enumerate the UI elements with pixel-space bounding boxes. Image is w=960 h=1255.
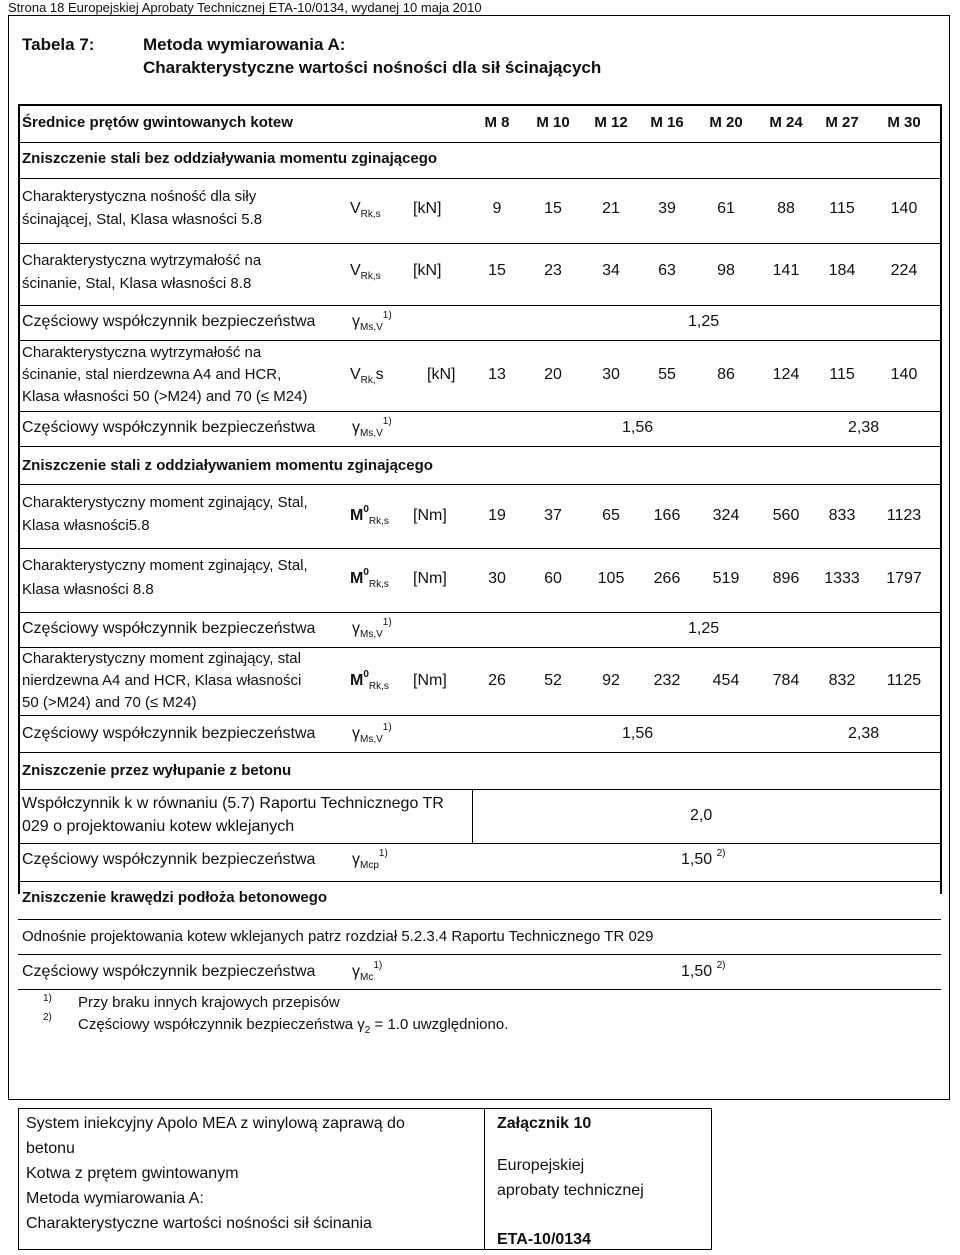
footer-annex: Załącznik 10 — [497, 1115, 592, 1132]
value-cell: 15 — [488, 262, 506, 279]
sec2-f1-label: Częściowy współczynnik bezpieczeństwa — [22, 620, 316, 637]
sec1-f2-symbol: $\gamma_{Ms,V}^{1)}$ — [352, 416, 392, 439]
value-cell: 13 — [488, 366, 506, 383]
value-cell: 232 — [653, 672, 681, 689]
size-col-7: M 30 — [887, 114, 921, 131]
value-cell: 37 — [544, 507, 562, 524]
sec1-f1-label: Częściowy współczynnik bezpieczeństwa — [22, 313, 316, 330]
table-label: Tabela 7: — [22, 35, 95, 54]
sec1-title: Zniszczenie stali bez oddziaływania momentu zginającego — [22, 150, 438, 167]
value-cell: 86 — [717, 366, 735, 383]
footer-right-line-2: Europejskiej — [497, 1157, 585, 1174]
sec2-f2-label: Częściowy współczynnik bezpieczeństwa — [22, 725, 316, 742]
sec1-r2-symbol: $V_{Rk,s}$ — [350, 262, 381, 282]
value-cell: 184 — [828, 262, 856, 279]
sec2-r3-label-3: 50 (>M24) and 70 (≤ M24) — [22, 694, 197, 711]
footer-eta-number: ETA-10/0134 — [497, 1231, 591, 1248]
value-cell: 140 — [890, 366, 918, 383]
value-cell: 141 — [772, 262, 800, 279]
value-cell: 98 — [717, 262, 735, 279]
value-cell: 324 — [712, 507, 740, 524]
value-cell: 92 — [602, 672, 620, 689]
note-1-marker: 1) — [43, 993, 52, 1004]
value-cell: 34 — [602, 262, 620, 279]
footer-right-line-3: aprobaty technicznej — [497, 1182, 644, 1199]
value-cell: 266 — [653, 570, 681, 587]
sec3-f-label: Częściowy współczynnik bezpieczeństwa — [22, 851, 316, 868]
sec2-f2-symbol: $\gamma_{Ms,V}^{1)}$ — [352, 722, 392, 745]
sec1-r1-label-2: ścinającej, Stal, Klasa własności 5.8 — [22, 211, 263, 228]
value-cell: 784 — [772, 672, 800, 689]
sec2-r2-symbol: $M^0_{Rk,s}$ — [350, 567, 389, 590]
value-cell: 15 — [544, 200, 562, 217]
value-cell: 52 — [544, 672, 562, 689]
size-col-5: M 24 — [769, 114, 803, 131]
value-cell: 124 — [772, 366, 800, 383]
table-title-1: Metoda wymiarowania A: — [143, 35, 346, 54]
size-col-4: M 20 — [709, 114, 743, 131]
sec3-title: Zniszczenie przez wyłupanie z betonu — [22, 762, 292, 779]
sec2-r1-label-1: Charakterystyczny moment zginający, Stal, — [22, 494, 308, 511]
value-cell: 519 — [712, 570, 740, 587]
sec2-r2-label-2: Klasa własności 8.8 — [22, 581, 154, 598]
sec2-r1-symbol: $M^0_{Rk,s}$ — [350, 504, 389, 527]
sec1-r3-label-2: ścinanie, stal nierdzewna A4 and HCR, — [22, 366, 282, 383]
value-cell: 1123 — [886, 507, 922, 524]
value-cell: 20 — [544, 366, 562, 383]
sec1-r2-label-2: ścinanie, Stal, Klasa własności 8.8 — [22, 275, 252, 292]
sec2-r3-label-1: Charakterystyczny moment zginający, stal — [22, 650, 301, 667]
footer-line-5: Charakterystyczne wartości nośności sił ścinania — [26, 1215, 372, 1232]
sec2-r1-label-2: Klasa własności5.8 — [22, 517, 150, 534]
sec2-f1-value: 1,25 — [688, 620, 720, 637]
table-title-2: Charakterystyczne wartości nośności dla sił ścinających — [143, 58, 602, 77]
sec2-r1-unit: [Nm] — [413, 507, 447, 524]
size-col-2: M 12 — [594, 114, 628, 131]
note-2-text: Częściowy współczynnik bezpieczeństwa $\gamma_2 = 1.0$ uwzględniono. — [78, 1016, 509, 1036]
sec1-f2-value-1: 1,56 — [622, 419, 654, 436]
value-cell: 19 — [488, 507, 506, 524]
sec1-f1-symbol: $\gamma_{Ms,V}^{1)}$ — [352, 310, 392, 333]
sec1-r1-symbol: $V_{Rk,s}$ — [350, 200, 381, 220]
sec1-r3-symbol: $V_{Rk,}s$ — [350, 366, 384, 386]
value-cell: 55 — [658, 366, 676, 383]
sec1-f2-value-2: 2,38 — [848, 419, 880, 436]
page-header: Strona 18 Europejskiej Aprobaty Technicznej ETA-10/0134, wydanej 10 maja 2010 — [8, 0, 482, 15]
value-cell: 115 — [829, 366, 855, 383]
footer-line-3: Kotwa z prętem gwintowanym — [26, 1165, 239, 1182]
diam-label: Średnice prętów gwintowanych kotew — [22, 114, 293, 131]
value-cell: 65 — [602, 507, 620, 524]
sec2-r2-unit: [Nm] — [413, 570, 447, 587]
sec2-r2-label-1: Charakterystyczny moment zginający, Stal, — [22, 557, 308, 574]
value-cell: 115 — [829, 200, 855, 217]
value-cell: 21 — [602, 200, 620, 217]
footer-line-4: Metoda wymiarowania A: — [26, 1190, 204, 1207]
value-cell: 26 — [488, 672, 506, 689]
sec1-r3-label-1: Charakterystyczna wytrzymałość na — [22, 344, 262, 361]
note-2-marker: 2) — [43, 1012, 52, 1023]
sec1-r1-unit: [kN] — [413, 200, 442, 217]
sec2-f2-value-1: 1,56 — [622, 725, 654, 742]
footer-line-1: System iniekcyjny Apolo MEA z winylową zaprawą do — [26, 1115, 405, 1132]
value-cell: 30 — [602, 366, 620, 383]
size-col-1: M 10 — [536, 114, 570, 131]
value-cell: 9 — [492, 200, 502, 217]
sec3-k-value: 2,0 — [690, 807, 713, 824]
sec2-r3-label-2: nierdzewna A4 and HCR, Klasa własności — [22, 672, 302, 689]
sec1-r1-label-1: Charakterystyczna nośność dla siły — [22, 188, 257, 205]
sec4-f-symbol: $\gamma_{Mc}^{1)}$ — [352, 960, 383, 983]
value-cell: 560 — [772, 507, 800, 524]
sec1-r2-label-1: Charakterystyczna wytrzymałość na — [22, 252, 262, 269]
sec2-f2-value-2: 2,38 — [848, 725, 880, 742]
sec4-f-value: 1,50 $^{2)}$ — [681, 960, 726, 980]
value-cell: 140 — [890, 200, 918, 217]
value-cell: 61 — [717, 200, 735, 217]
footer-line-2: betonu — [26, 1140, 75, 1157]
value-cell: 30 — [488, 570, 506, 587]
note-1-text: Przy braku innych krajowych przepisów — [78, 994, 340, 1011]
value-cell: 23 — [544, 262, 562, 279]
sec3-k-label-1: Współczynnik k w równaniu (5.7) Raportu Technicznego TR — [22, 795, 444, 812]
sec2-r3-symbol: $M^0_{Rk,s}$ — [350, 669, 389, 692]
value-cell: 166 — [653, 507, 681, 524]
value-cell: 896 — [772, 570, 800, 587]
sec1-r3-label-3: Klasa własności 50 (>M24) and 70 (≤ M24) — [22, 388, 308, 405]
value-cell: 1125 — [886, 672, 922, 689]
sec1-r3-unit: [kN] — [427, 366, 456, 383]
value-cell: 39 — [658, 200, 676, 217]
sec1-f1-value: 1,25 — [688, 313, 720, 330]
size-col-6: M 27 — [825, 114, 859, 131]
value-cell: 1797 — [886, 570, 922, 587]
value-cell: 88 — [777, 200, 795, 217]
sec4-title: Zniszczenie krawędzi podłoża betonowego — [22, 889, 328, 906]
value-cell: 63 — [658, 262, 676, 279]
sec2-r3-unit: [Nm] — [413, 672, 447, 689]
value-cell: 832 — [828, 672, 856, 689]
sec2-f1-symbol: $\gamma_{Ms,V}^{1)}$ — [352, 617, 392, 640]
value-cell: 224 — [890, 262, 918, 279]
sec4-reference: Odnośnie projektowania kotew wklejanych patrz rozdział 5.2.3.4 Raportu Technicznego TR 029 — [22, 928, 654, 945]
size-col-3: M 16 — [650, 114, 684, 131]
sec1-f2-label: Częściowy współczynnik bezpieczeństwa — [22, 419, 316, 436]
value-cell: 833 — [828, 507, 856, 524]
value-cell: 1333 — [824, 570, 860, 587]
sec3-f-value: 1,50 $^{2)}$ — [681, 848, 726, 868]
value-cell: 105 — [597, 570, 625, 587]
sec1-r2-unit: [kN] — [413, 262, 442, 279]
value-cell: 60 — [544, 570, 562, 587]
sec3-f-symbol: $\gamma_{Mcp}^{1)}$ — [352, 848, 388, 871]
sec4-f-label: Częściowy współczynnik bezpieczeństwa — [22, 963, 316, 980]
sec3-k-label-2: 029 o projektowaniu kotew wklejanych — [22, 818, 295, 835]
size-col-0: M 8 — [484, 114, 510, 131]
sec2-title: Zniszczenie stali z oddziaływaniem momentu zginającego — [22, 457, 433, 474]
value-cell: 454 — [712, 672, 740, 689]
